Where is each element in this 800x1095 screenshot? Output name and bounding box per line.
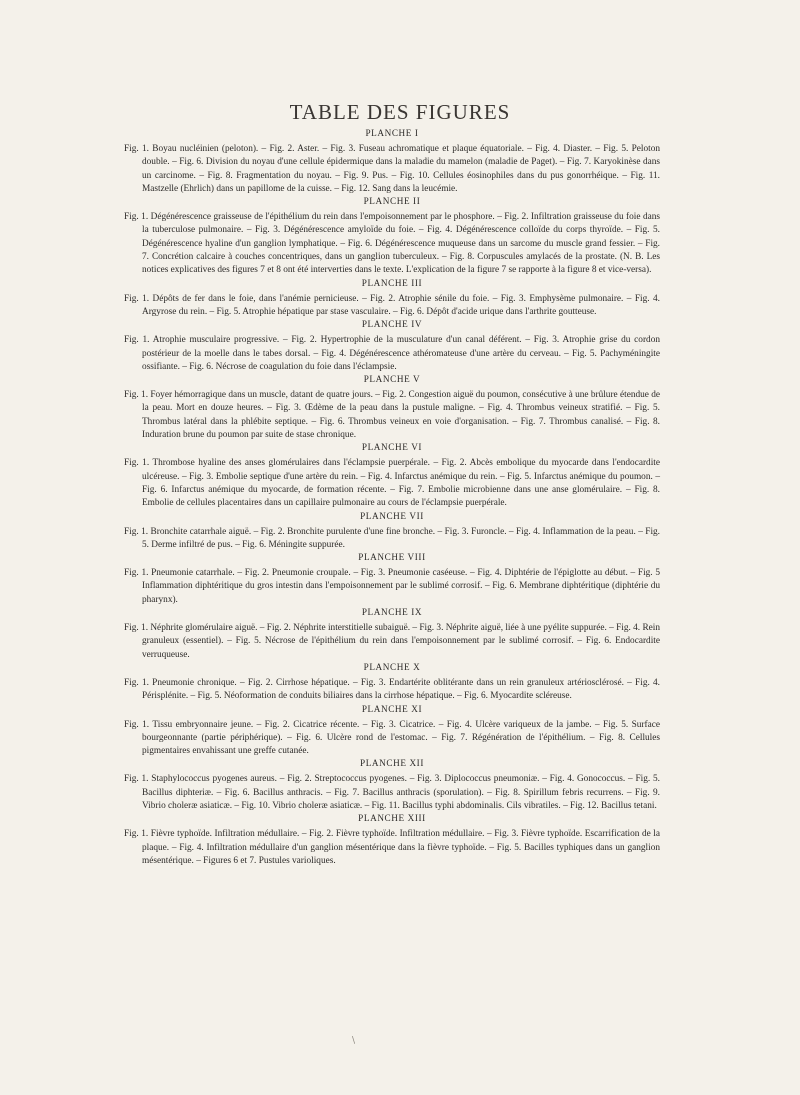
plate-heading: PLANCHE II: [363, 196, 421, 207]
plate-heading: PLANCHE XII: [359, 758, 425, 769]
plate-section: [124, 442, 660, 510]
plate-description: Fig. 1. Foyer hémorragique dans un muscle, datant de quatre jours. – Fig. 2. Congestion aiguë du poumon, consécutive à une brûlure étendue de la peau. Mort en douze heures. – Fig. 3. Œdème de la peau dans la pustule maligne. – Fig. 4. Thrombus veineux stratifié. – Fig. 5. Thrombus latéral dans la phlébite septique. – Fig. 6. Thrombus veineux en voie d'organisation. – Fig. 7. Thrombus canalisé. – Fig. 8. Induration brune du poumon par suite de stase chronique.: [124, 390, 660, 441]
plate-heading: PLANCHE VIII: [358, 552, 426, 563]
plate-heading: PLANCHE III: [361, 277, 423, 288]
plate-heading: PLANCHE VII: [360, 510, 424, 521]
plate-heading: PLANCHE IV: [361, 319, 423, 330]
plate-section: [124, 662, 660, 704]
plate-section: [124, 319, 660, 374]
plate-description: Fig. 1. Tissu embryonnaire jeune. – Fig. 2. Cicatrice récente. – Fig. 3. Cicatrice. – Fig. 4. Ulcère variqueux de la jambe. – Fig. 5. Surface bourgeonnante (partie périphérique). – Fig. 6. Ulcère rond de l'estomac. – Fig. 7. Régénération de l'épithélium. – Fig. 8. Cellules pigmentaires envahissant une greffe cutanée.: [124, 719, 660, 757]
plate-heading: PLANCHE XI: [361, 703, 423, 714]
plate-description: Fig. 1. Dépôts de fer dans le foie, dans l'anémie pernicieuse. – Fig. 2. Atrophie sénile du foie. – Fig. 3. Emphysème pulmonaire. – Fig. 4. Argyrose du rein. – Fig. 5. Atrophie hépatique par stase vasculaire. – Fig. 6. Dépôt d'acide urique dans l'arthrite goutteuse.: [124, 293, 660, 317]
plate-heading: PLANCHE X: [363, 661, 421, 672]
figure-table: [124, 128, 660, 868]
plate-heading: PLANCHE XIII: [358, 813, 426, 824]
plate-section: [124, 607, 660, 662]
plate-section: [124, 552, 660, 607]
page-title: TABLE DES FIGURES: [289, 100, 511, 125]
plate-description: Fig. 1. Bronchite catarrhale aiguë. – Fig. 2. Bronchite purulente d'une fine bronche. – Fig. 3. Furoncle. – Fig. 4. Inflammation de la peau. – Fig. 5. Derme infiltré de pus. – Fig. 6. Méningite suppurée.: [124, 526, 660, 550]
plate-description: Fig. 1. Boyau nucléinien (peloton). – Fig. 2. Aster. – Fig. 3. Fuseau achromatique et plaque équatoriale. – Fig. 4. Diaster. – Fig. 5. Peloton double. – Fig. 6. Division du noyau d'une cellule épidermique dans la maladie du mamelon (maladie de Paget). – Fig. 7. Karyokinèse dans un carcinome. – Fig. 8. Fragmentation du noyau. – Fig. 9. Pus. – Fig. 10. Cellules éosinophiles dans du pus gonorrhéique. – Fig. 11. Mastzelle (Ehrlich) dans un papillome de la cuisse. – Fig. 12. Sang dans la leucémie.: [124, 144, 660, 194]
plate-heading: PLANCHE IX: [361, 607, 423, 618]
plate-description: Fig. 1. Thrombose hyaline des anses glomérulaires dans l'éclampsie puerpérale. – Fig. 2. Abcès embolique du myocarde dans l'endocardite ulcéreuse. – Fig. 3. Embolie septique d'une artère du rein. – Fig. 4. Infarctus anémique du rein. – Fig. 5. Infarctus anémique du poumon. – Fig. 6. Infarctus anémique du myocarde, de formation récente. – Fig. 7. Embolie microbienne dans une anse glomérulaire. – Fig. 8. Embolie de cellules placentaires dans un capillaire pulmonaire au cours de l'éclampsie puerpérale.: [124, 458, 660, 509]
plate-heading: PLANCHE VI: [361, 442, 423, 453]
plate-description: Fig. 1. Pneumonie chronique. – Fig. 2. Cirrhose hépatique. – Fig. 3. Endartérite oblitérante dans un rein granuleux artériosclérosé. – Fig. 4. Périsplénite. – Fig. 5. Néoformation de conduits biliaires dans la cirrhose hépatique. – Fig. 6. Myocardite scléreuse.: [124, 677, 660, 702]
plate-section: [124, 511, 660, 553]
plate-description: Fig. 1. Fièvre typhoïde. Infiltration médullaire. – Fig. 2. Fièvre typhoïde. Infiltration médullaire. – Fig. 3. Fièvre typhoïde. Escarrification de la plaque. – Fig. 4. Infiltration médullaire d'un ganglion mésentérique dans la fièvre typhoïde. – Fig. 5. Bacilles typhiques dans un ganglion mésentérique. – Figures 6 et 7. Pustules varioliques.: [124, 829, 660, 866]
plate-section: [124, 813, 660, 868]
plate-description: Fig. 1. Pneumonie catarrhale. – Fig. 2. Pneumonie croupale. – Fig. 3. Pneumonie caséeuse. – Fig. 4. Diphtérie de l'épiglotte au début. – Fig. 5 Inflammation diphtéritique du gros intestin dans l'empoisonnement par le sublimé corrosif. – Fig. 6. Membrane diphtéritique (diphtérie du pharynx).: [124, 568, 660, 605]
plate-section: [124, 196, 660, 277]
plate-section: [124, 374, 660, 442]
paper-speck: \: [352, 1036, 356, 1046]
plate-section: [124, 278, 660, 320]
plate-section: [124, 704, 660, 759]
plate-description: Fig. 1. Staphylococcus pyogenes aureus. – Fig. 2. Streptococcus pyogenes. – Fig. 3. Diplococcus pneumoniæ. – Fig. 4. Gonococcus. – Fig. 5. Bacillus diphteriæ. – Fig. 6. Bacillus anthracis. – Fig. 7. Bacillus anthracis (sporulation). – Fig. 8. Spirillum febris recurrens. – Fig. 9. Vibrio choleræ asiaticæ. – Fig. 10. Vibrio choleræ asiaticæ. – Fig. 11. Bacillus typhi abdominalis. Cils vibratiles. – Fig. 12. Bacillus tetani.: [124, 774, 660, 811]
plate-heading: PLANCHE I: [365, 128, 419, 138]
plate-heading: PLANCHE V: [363, 374, 421, 385]
plate-description: Fig. 1. Atrophie musculaire progressive. – Fig. 2. Hypertrophie de la musculature d'un canal déférent. – Fig. 3. Atrophie grise du cordon postérieur de la moelle dans le tabes dorsal. – Fig. 4. Dégénérescence athéromateuse d'une artère du cerveau. – Fig. 5. Pachyméningite ossifiante. – Fig. 6. Nécrose de coagulation du foie dans l'éclampsie.: [124, 335, 660, 372]
plate-description: Fig. 1. Dégénérescence graisseuse de l'épithélium du rein dans l'empoisonnement par le phosphore. – Fig. 2. Infiltration graisseuse du foie dans la tuberculose pulmonaire. – Fig. 3. Dégénérescence amyloïde du foie. – Fig. 4. Dégénérescence colloïde du corps thyroïde. – Fig. 5. Dégénérescence hyaline d'un ganglion lymphatique. – Fig. 6. Dégénérescence muqueuse dans un sarcome du muscle grand fessier. – Fig. 7. Concrétion calcaire à couches concentriques, dans un ganglion tuberculeux. – Fig. 8. Corpuscules amylacés de la prostate. (N. B. Les notices explicatives des figures 7 et 8 ont été interverties dans le texte. L'explication de la figure 7 se rapporte à la figure 8 et vice-versa).: [124, 212, 660, 276]
plate-section: [124, 128, 660, 196]
plate-description: Fig. 1. Néphrite glomérulaire aiguë. – Fig. 2. Néphrite interstitielle subaiguë. – Fig. 3. Néphrite aiguë, liée à une pyélite suppurée. – Fig. 4. Rein granuleux (essentiel). – Fig. 5. Nécrose de l'épithélium du rein dans l'empoisonnement par le sublimé corrosif. – Fig. 6. Endocardite verruqueuse.: [124, 623, 660, 660]
plate-section: [124, 758, 660, 813]
